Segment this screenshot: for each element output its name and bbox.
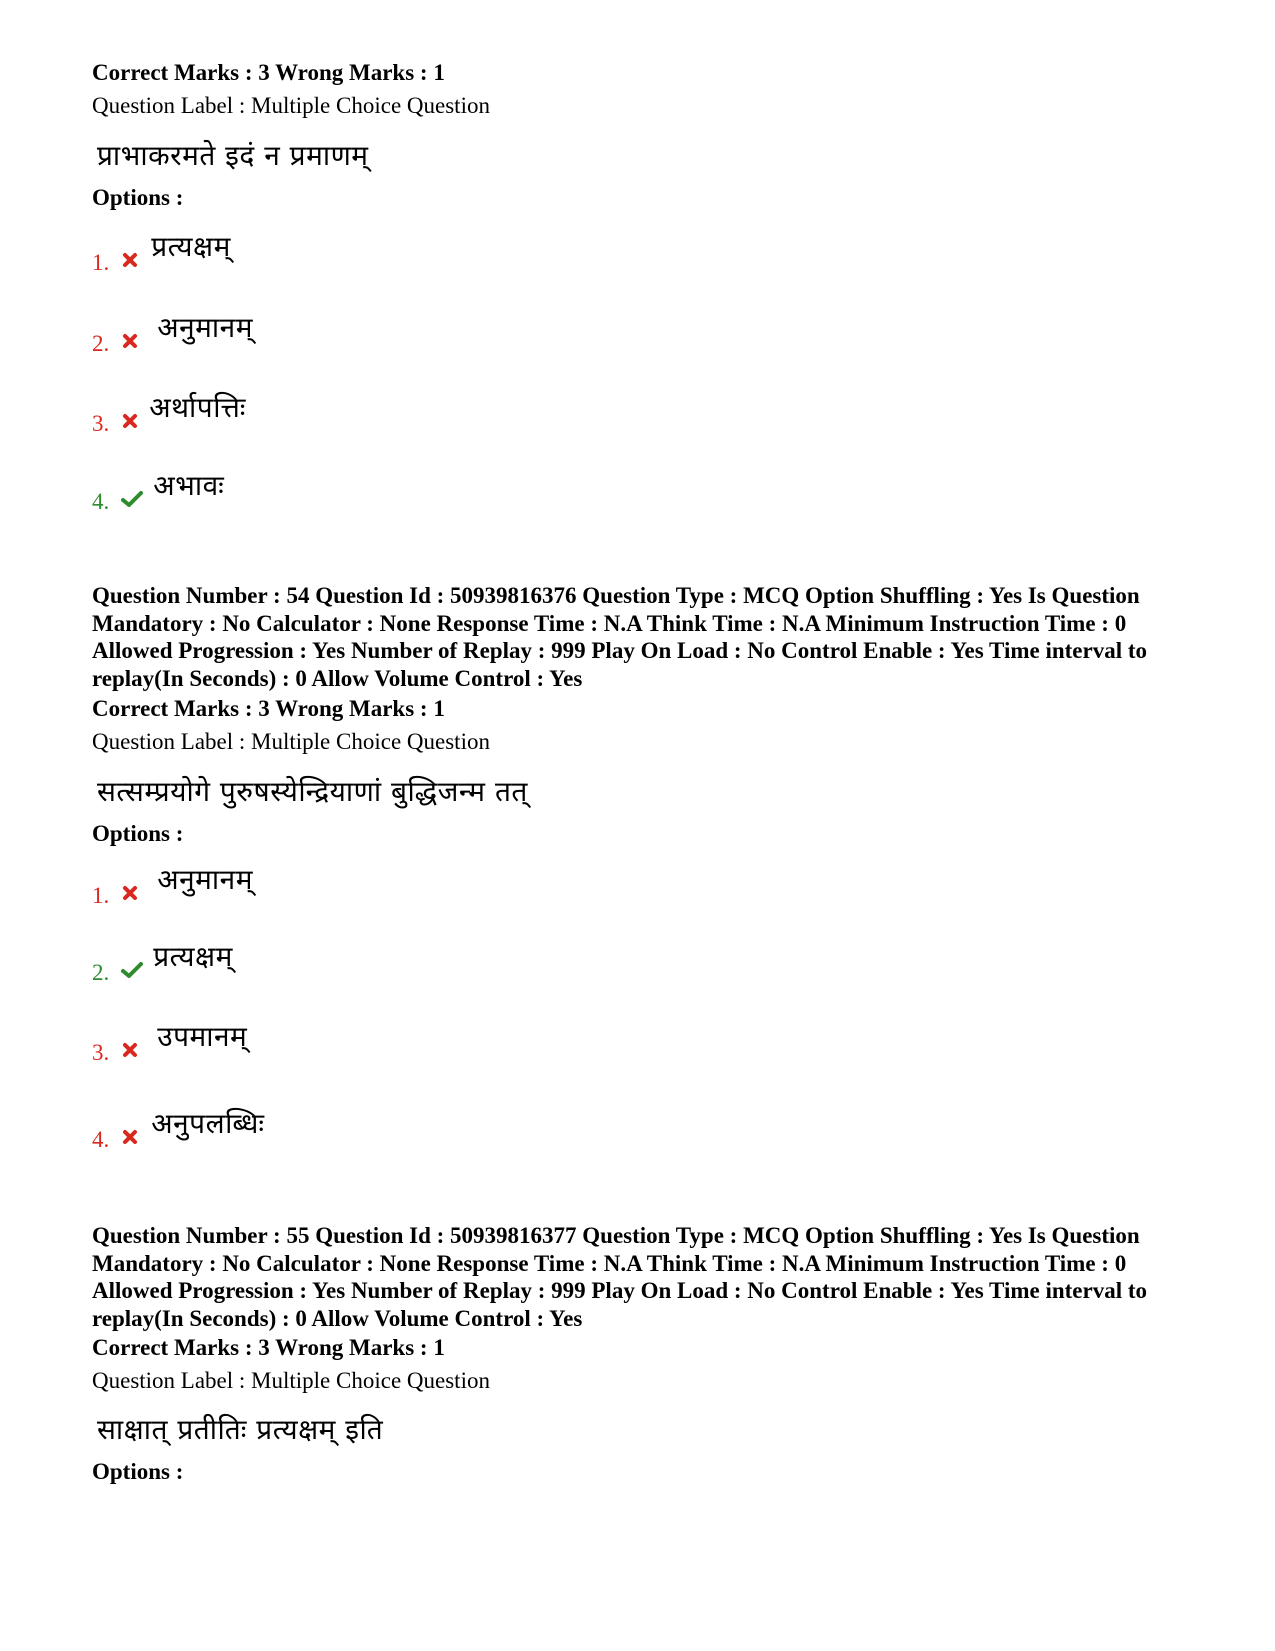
option-text: अनुमानम्	[157, 311, 253, 344]
cross-icon	[121, 332, 139, 350]
option-text: अर्थापत्तिः	[149, 391, 246, 424]
cross-icon	[121, 1041, 139, 1059]
option-text: अनुमानम्	[157, 863, 253, 896]
question-meta: Question Number : 54 Question Id : 50939816376 Question Type : MCQ Option Shuffling : Yes Is Question Mandatory : No Calculator : None Response Time : N.A Think Time : N.A Minimum Instruction Time : 0 Allowed Progression : Yes Number of Replay : 999 Play On Load : No Control Enable : Yes Time interval to replay(In Seconds) : 0 Allow Volume Control : Yes	[92, 583, 1148, 691]
option-text: अभावः	[153, 469, 225, 502]
option-text: प्रत्यक्षम्	[153, 940, 233, 973]
cross-icon	[121, 1128, 139, 1146]
question-label: Question Label : Multiple Choice Question	[92, 93, 490, 118]
option-text: प्रत्यक्षम्	[151, 230, 231, 263]
option-number: 3.	[92, 1040, 110, 1065]
question-meta: Question Number : 55 Question Id : 50939816377 Question Type : MCQ Option Shuffling : Yes Is Question Mandatory : No Calculator : None Response Time : N.A Think Time : N.A Minimum Instruction Time : 0 Allowed Progression : Yes Number of Replay : 999 Play On Load : No Control Enable : Yes Time interval to replay(In Seconds) : 0 Allow Volume Control : Yes	[92, 1223, 1148, 1331]
option-number: 4.	[92, 489, 110, 514]
check-icon	[121, 961, 143, 979]
option-item	[92, 1104, 265, 1152]
option-item	[92, 466, 225, 514]
cross-icon	[121, 251, 139, 269]
option-item	[92, 308, 253, 356]
option-number: 2.	[92, 960, 110, 985]
option-number: 4.	[92, 1127, 110, 1152]
options-heading: Options :	[92, 185, 184, 210]
options-heading: Options :	[92, 821, 184, 846]
option-item	[92, 1017, 248, 1065]
option-text: अनुपलब्धिः	[151, 1107, 265, 1140]
option-item	[92, 860, 253, 908]
correct-wrong-marks: Correct Marks : 3 Wrong Marks : 1	[92, 1335, 445, 1360]
cross-icon	[121, 884, 139, 902]
option-item	[92, 937, 233, 985]
option-text: उपमानम्	[157, 1020, 248, 1053]
option-number: 1.	[92, 250, 110, 275]
option-item	[92, 227, 231, 275]
option-item	[92, 388, 246, 436]
options-heading: Options :	[92, 1459, 184, 1484]
question-text: सत्सम्प्रयोगे पुरुषस्येन्द्रियाणां बुद्धिजन्म तत्	[97, 775, 528, 808]
option-number: 3.	[92, 411, 110, 436]
correct-wrong-marks: Correct Marks : 3 Wrong Marks : 1	[92, 60, 445, 85]
question-label: Question Label : Multiple Choice Question	[92, 729, 490, 754]
question-label: Question Label : Multiple Choice Question	[92, 1368, 490, 1393]
correct-wrong-marks: Correct Marks : 3 Wrong Marks : 1	[92, 696, 445, 721]
question-text: प्राभाकरमते इदं न प्रमाणम्	[97, 139, 369, 172]
cross-icon	[121, 412, 139, 430]
option-number: 2.	[92, 331, 110, 356]
question-text: साक्षात् प्रतीतिः प्रत्यक्षम् इति	[97, 1413, 384, 1446]
option-number: 1.	[92, 883, 110, 908]
check-icon	[121, 490, 143, 508]
